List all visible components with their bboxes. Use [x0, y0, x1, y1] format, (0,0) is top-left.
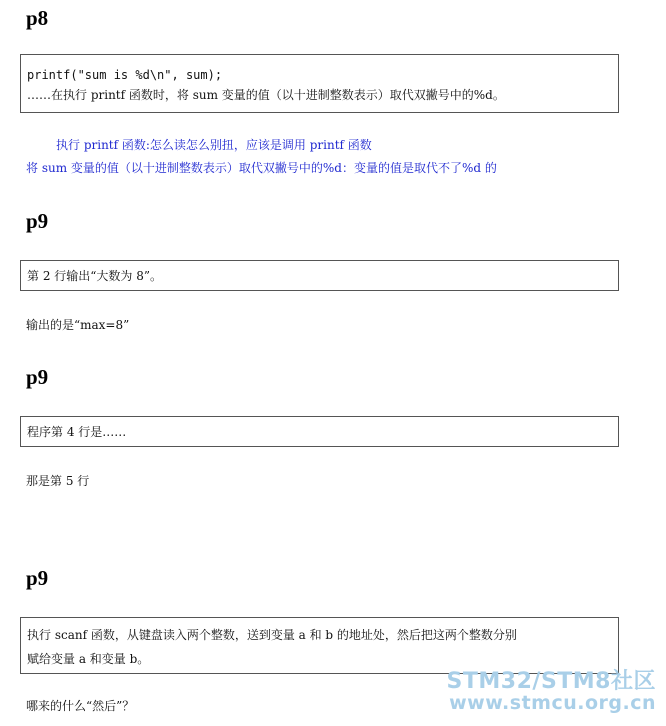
section-heading-p9: p9 [26, 365, 49, 389]
quote-line: 程序第 4 行是…… [27, 425, 127, 439]
comment-line: 那是第 5 行 [26, 474, 90, 488]
comment-line: 将 sum 变量的值（以十进制整数表示）取代双撇号中的%d：变量的值是取代不了%d 的 [26, 161, 497, 175]
section-heading-p8: p8 [26, 6, 49, 30]
quote-line: 第 2 行输出“大数为 8”。 [27, 269, 162, 283]
comment-line: 输出的是“max=8” [26, 318, 130, 332]
watermark-url: www.stmcu.org.cn [449, 692, 656, 714]
section-heading-p9: p9 [26, 566, 49, 590]
quote-line: ……在执行 printf 函数时，将 sum 变量的值（以十进制整数表示）取代双撇号中的%d。 [27, 88, 505, 102]
quote-line: 赋给变量 a 和变量 b。 [27, 652, 150, 666]
code-line: printf("sum is %d\n", sum); [27, 68, 223, 82]
comment-line: 执行 printf 函数:怎么读怎么别扭，应该是调用 printf 函数 [56, 138, 372, 152]
watermark-title: STM32/STM8社区 [446, 669, 656, 694]
comment-line: 哪来的什么“然后”？ [26, 699, 135, 713]
quote-box-p9 [20, 260, 619, 291]
quote-box-p9 [20, 416, 619, 447]
quote-line: 执行 scanf 函数，从键盘读入两个整数，送到变量 a 和 b 的地址处，然后把这两个整数分别 [27, 628, 517, 642]
quote-box-p8 [20, 54, 619, 113]
section-heading-p9: p9 [26, 209, 49, 233]
